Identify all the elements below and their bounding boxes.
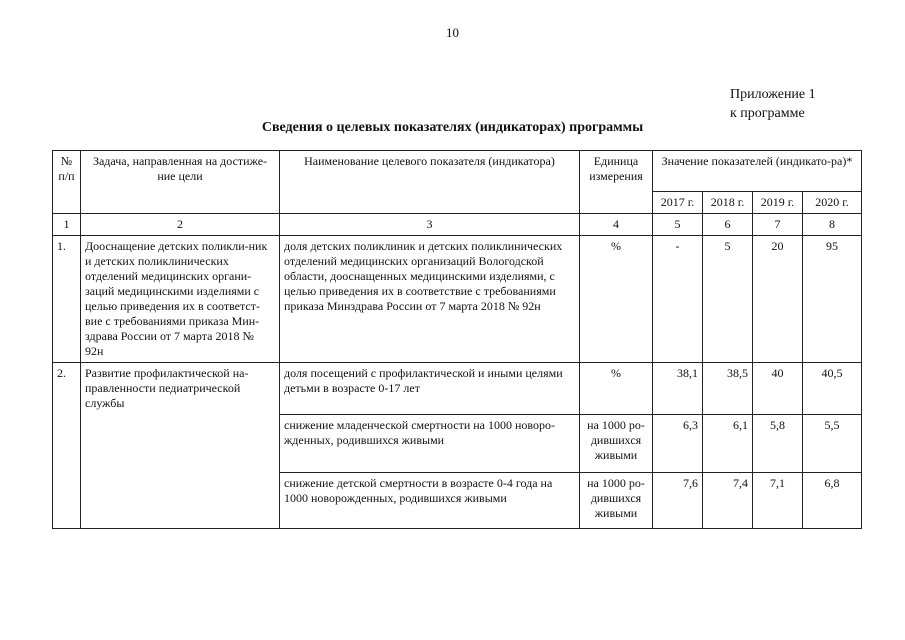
indicator-value: 6,1 xyxy=(703,415,753,473)
column-number: 4 xyxy=(580,214,653,236)
table-row xyxy=(53,363,862,415)
indicator-value: 7,4 xyxy=(703,473,753,529)
header-year: 2017 г. xyxy=(653,192,703,214)
indicator-value: 40 xyxy=(753,363,803,415)
indicator-value: 7,6 xyxy=(653,473,703,529)
header-task: Задача, направленная на достиже-ние цели xyxy=(81,151,280,214)
document-title: Сведения о целевых показателях (индикаторах) программы xyxy=(261,120,644,135)
indicator-value: 5 xyxy=(703,236,753,363)
indicator-name: снижение младенческой смертности на 1000 новоро-жденных, родившихся живыми xyxy=(280,415,580,473)
indicator-value: 38,5 xyxy=(703,363,753,415)
indicator-value: 95 xyxy=(803,236,862,363)
header-num: № п/п xyxy=(53,151,81,214)
column-number: 7 xyxy=(753,214,803,236)
indicator-value: 6,3 xyxy=(653,415,703,473)
row-number: 1. xyxy=(53,236,81,363)
indicator-value: - xyxy=(653,236,703,363)
indicator-unit: % xyxy=(580,363,653,415)
header-year: 2018 г. xyxy=(703,192,753,214)
header-year: 2019 г. xyxy=(753,192,803,214)
column-number: 8 xyxy=(803,214,862,236)
indicator-value: 40,5 xyxy=(803,363,862,415)
indicator-name: снижение детской смертности в возрасте 0-4 года на 1000 новорожденных, родившихся живыми xyxy=(280,473,580,529)
appendix-line-1: Приложение 1 xyxy=(730,87,816,102)
indicator-name: доля посещений с профилактической и иными целями детьми в возрасте 0-17 лет xyxy=(280,363,580,415)
task-cell: Дооснащение детских поликли-ник и детских поликлинических отделений медицинских органи-заций медицинскими изделиями с целью приведения их в соответст-вие с требованиями приказа Мин-здрава России от 7 марта 2018 № 92н xyxy=(81,236,280,363)
appendix-note xyxy=(730,85,816,123)
indicator-value: 5,5 xyxy=(803,415,862,473)
column-number: 5 xyxy=(653,214,703,236)
indicator-value: 5,8 xyxy=(753,415,803,473)
indicator-value: 7,1 xyxy=(753,473,803,529)
indicator-value: 20 xyxy=(753,236,803,363)
column-number: 6 xyxy=(703,214,753,236)
indicator-value: 6,8 xyxy=(803,473,862,529)
indicator-unit: на 1000 ро-дившихся живыми xyxy=(580,415,653,473)
header-indicator: Наименование целевого показателя (индикатора) xyxy=(280,151,580,214)
column-number: 2 xyxy=(81,214,280,236)
appendix-line-2: к программе xyxy=(730,106,805,121)
indicator-unit: % xyxy=(580,236,653,363)
row-number: 2. xyxy=(53,363,81,529)
indicator-unit: на 1000 ро-дившихся живыми xyxy=(580,473,653,529)
header-values: Значение показателей (индикато-ра)* xyxy=(653,151,862,192)
task-cell: Развитие профилактической на-правленности педиатрической службы xyxy=(81,363,280,529)
indicators-table xyxy=(52,150,862,529)
header-year: 2020 г. xyxy=(803,192,862,214)
indicator-value: 38,1 xyxy=(653,363,703,415)
page-number: 10 xyxy=(446,25,459,40)
header-row-1 xyxy=(53,151,862,192)
table-row xyxy=(53,236,862,363)
indicator-name: доля детских поликлиник и детских поликлинических отделений медицинских организаций Вологодской области, дооснащенных медицинскими изделиями, с целью приведения их в соответствие с требованиями приказа Минздрава России от 7 марта 2018 № 92н xyxy=(280,236,580,363)
header-unit: Единица измерения xyxy=(580,151,653,214)
column-number: 3 xyxy=(280,214,580,236)
column-numbers-row xyxy=(53,214,862,236)
column-number: 1 xyxy=(53,214,81,236)
